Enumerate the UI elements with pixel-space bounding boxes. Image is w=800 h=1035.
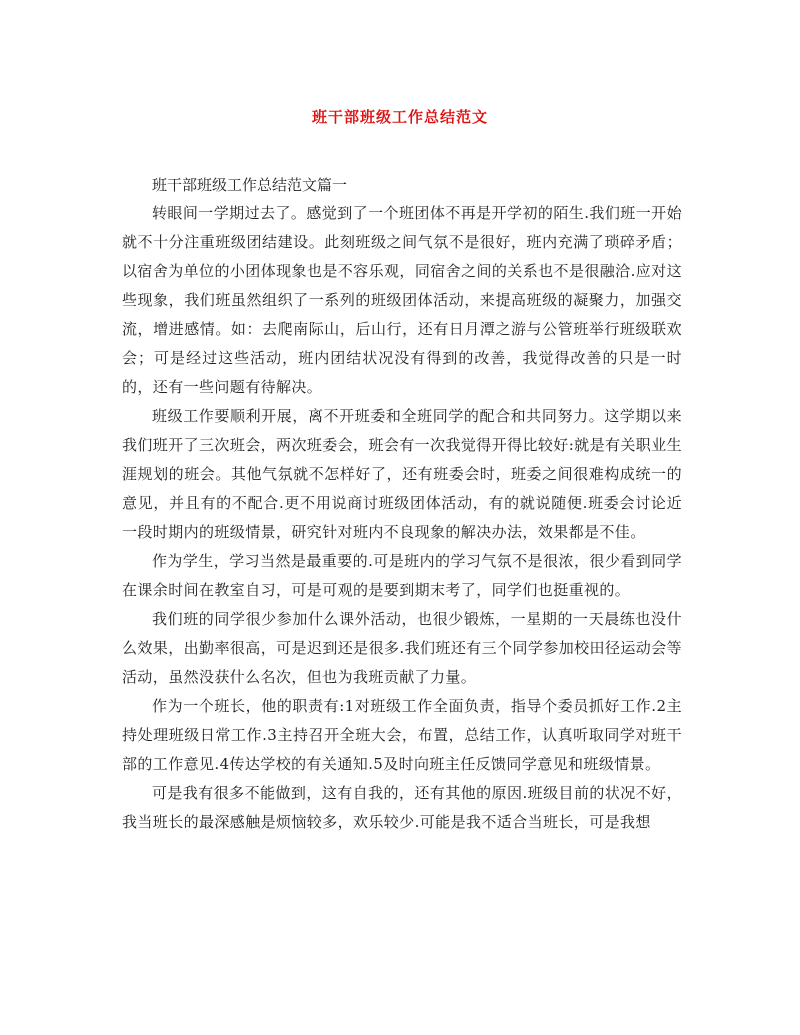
paragraph: 作为学生，学习当然是最重要的.可是班内的学习气氛不是很浓，很少看到同学在课余时间在教室自习，可是可观的是要到期末考了，同学们也挺重视的。 [122, 552, 682, 599]
document-title: 班干部班级工作总结范文 [311, 108, 488, 126]
paragraph: 作为一个班长，他的职责有:1对班级工作全面负责，指导个委员抓好工作.2主持处理班级日常工作.3主持召开全班大会，布置，总结工作，认真听取同学对班干部的工作意见.4传达学校的有关通知.5及时向班主任反馈同学意见和班级情景。 [122, 697, 682, 773]
document-subtitle: 班干部班级工作总结范文篇一 [152, 176, 348, 194]
paragraph: 转眼间一学期过去了。感觉到了一个班团体不再是开学初的陌生.我们班一开始就不十分注重班级团结建设。此刻班级之间气氛不是很好，班内充满了琐碎矛盾；以宿舍为单位的小团体现象也是不容乐观，同宿舍之间的关系也不是很融洽.应对这些现象，我们班虽然组织了一系列的班级团体活动，来提高班级的凝聚力，加强交流，增进感情。如：去爬南际山，后山行，还有日月潭之游与公管班举行班级联欢会；可是经过这些活动，班内团结状况没有得到的改善，我觉得改善的只是一时的，还有一些问题有待解决。 [122, 204, 682, 396]
paragraph: 班级工作要顺利开展，离不开班委和全班同学的配合和共同努力。这学期以来我们班开了三次班会，两次班委会，班会有一次我觉得开得比较好:就是有关职业生涯规划的班会。其他气氛就不怎样好了，还有班委会时，班委之间很难构成统一的意见，并且有的不配合.更不用说商讨班级团体活动，有的就说随便.班委会讨论近一段时期内的班级情景，研究针对班内不良现象的解决办法，效果都是不佳。 [122, 407, 682, 541]
document-body [122, 199, 682, 837]
paragraph: 可是我有很多不能做到，这有自我的，还有其他的原因.班级目前的状况不好，我当班长的最深感触是烦恼较多，欢乐较少.可能是我不适合当班长，可是我想 [122, 784, 682, 831]
paragraph: 我们班的同学很少参加什么课外活动，也很少锻炼，一星期的一天晨练也没什么效果，出勤率很高，可是迟到还是很多.我们班还有三个同学参加校田径运动会等活动，虽然没获什么名次，但也为我班贡献了力量。 [122, 610, 682, 686]
